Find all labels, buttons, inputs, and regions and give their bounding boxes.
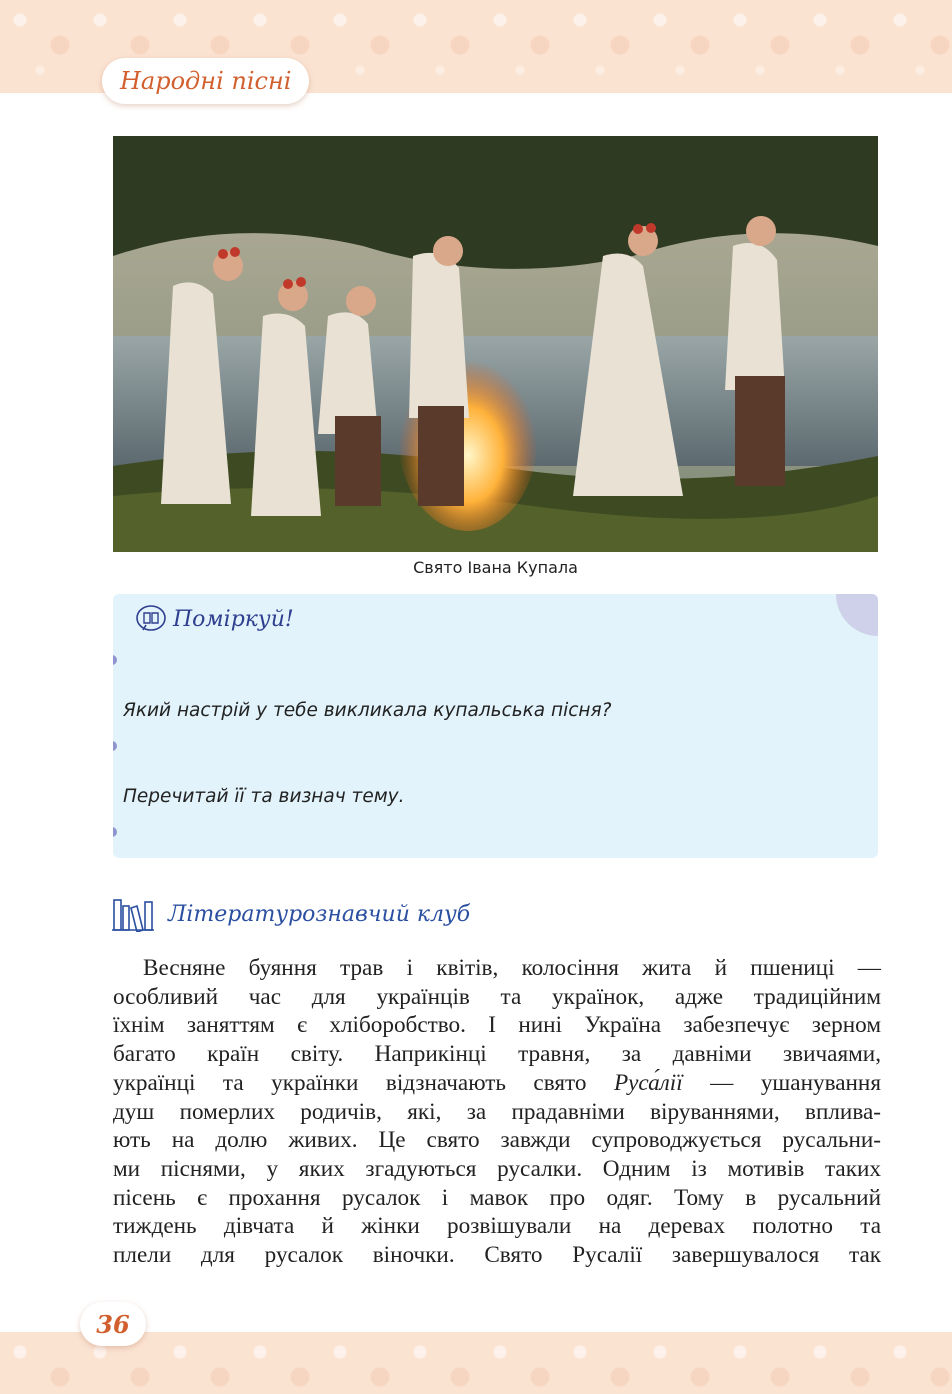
think-box-header [135, 604, 294, 634]
think-box [113, 594, 878, 858]
photo-illustration [113, 136, 878, 552]
body-paragraph [113, 954, 881, 1270]
bullet-dot [113, 655, 117, 665]
bottom-ornament-band [0, 1332, 952, 1394]
page-number: 36 [80, 1302, 146, 1346]
body-line: тиждень дівчата й жінки розвішували на деревах полотно та [113, 1213, 881, 1240]
body-line: багато країн світу. Наприкінці травня, за давніми звичаями, [113, 1041, 881, 1068]
body-line-rusalii [113, 1069, 881, 1098]
bullet-dot [113, 741, 117, 751]
term-rusalii: Руса́лії [613, 1069, 683, 1096]
question-text: Який настрій у тебе викликала купальська пісня? [123, 700, 612, 721]
question-list [113, 646, 873, 858]
body-line: душ померлих родичів, які, за прадавніми віруваннями, вплива- [113, 1098, 881, 1125]
body-line: пісень є прохання русалок і мавок про одяг. Тому в русальний [113, 1184, 881, 1211]
literary-club-title: Літературознавчий клуб [168, 901, 471, 927]
body-line-end: — ушанування [682, 1069, 881, 1096]
think-box-corner [836, 594, 878, 636]
body-line: їхнім заняттям є хліборобство. І нині Україна забезпечує зерном [113, 1012, 881, 1039]
question-item [113, 732, 873, 810]
section-title: Народні пісні [102, 58, 309, 104]
body-line: особливий час для українців та українок, адже традиційним [113, 983, 881, 1010]
bullet-dot [113, 827, 117, 837]
literary-club-header [112, 896, 470, 932]
think-box-title: Поміркуй! [173, 606, 294, 632]
question-item [113, 646, 873, 724]
photo-caption: Свято Івана Купала [413, 558, 578, 577]
question-item [113, 818, 873, 858]
festival-photo [113, 136, 878, 552]
question-text: Перечитай її та визнач тему. [123, 786, 405, 807]
body-line: ють на долю живих. Це свято завжди супроводжується русальни- [113, 1127, 881, 1154]
body-line-start: українці та українки відзначають свято [113, 1069, 614, 1096]
book-bubble-icon [135, 604, 167, 634]
bookshelf-icon [112, 896, 154, 932]
body-line: Весняне буяння трав і квітів, колосіння жита й пшениці — [143, 955, 881, 981]
body-line: плели для русалок віночки. Свято Русалії завершувалося так [113, 1242, 881, 1269]
body-line: ми піснями, у яких згадуються русалки. Одним із мотивів таких [113, 1155, 881, 1182]
